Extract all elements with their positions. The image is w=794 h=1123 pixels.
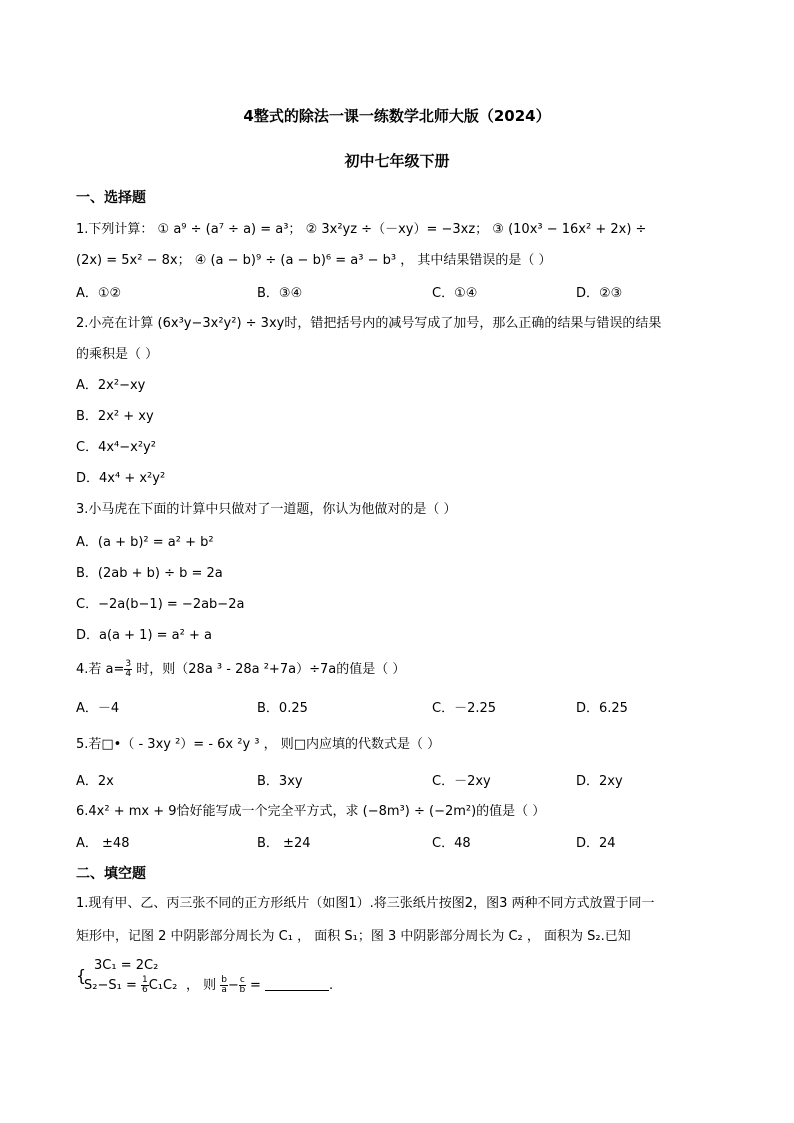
question-4-option-c: C．－2.25 <box>432 701 497 716</box>
question-3-option-a: A．(a + b)² = a² + b² <box>76 535 214 550</box>
fill-question-1-line-2: 矩形中，记图 2 中阴影部分周长为 C₁ ， 面积 S₁；图 3 中阴影部分周长为 C₂ ， 面积为 S₂.已知 <box>76 929 631 944</box>
question-4-option-a: A．－4 <box>76 701 120 716</box>
fill-question-1-line-1: 1.现有甲、乙、丙三张不同的正方形纸片（如图1）.将三张纸片按图2，图3 两种不同方式放置于同一 <box>76 896 655 911</box>
question-2-option-a: A．2x²−xy <box>76 378 146 393</box>
question-3-line-1: 3.小马虎在下面的计算中只做对了一道题，你认为他做对的是（ ） <box>76 502 457 517</box>
fraction-denominator: a <box>221 985 227 995</box>
question-5-option-a: A．2x <box>76 774 114 789</box>
fraction-b-over-a <box>220 976 228 995</box>
document-title: 4整式的除法一课一练数学北师大版（2024） <box>243 107 551 125</box>
equation-row-2-right: C₁C₂ <box>148 978 178 993</box>
question-2-line-2: 的乘积是（ ） <box>76 347 159 362</box>
equation-fraction <box>141 976 149 995</box>
question-1-line-2: (2x) = 5x² − 8x； ④ (a − b)⁹ ÷ (a − b)⁶ = a³ − b³ ， 其中结果错误的是（ ） <box>76 253 552 268</box>
then-text: ， 则 <box>186 978 217 993</box>
fraction-denominator: 6 <box>142 985 148 995</box>
question-1-option-a: A．①② <box>76 286 122 301</box>
fraction-denominator: b <box>239 985 246 995</box>
equation-row-2 <box>84 976 177 995</box>
answer-blank[interactable] <box>265 978 329 991</box>
fraction-denominator: 4 <box>125 669 132 679</box>
question-3-option-c: C．−2a(b−1) = −2ab−2a <box>76 597 245 612</box>
question-4-line-1 <box>76 658 405 679</box>
period-text: . <box>329 978 334 993</box>
question-5-option-d: D．2xy <box>576 774 623 789</box>
document-subtitle: 初中七年级下册 <box>344 152 450 170</box>
equals-sign: = <box>250 978 261 993</box>
brace-symbol: { <box>76 966 87 985</box>
question-6-option-d: D．24 <box>576 836 616 851</box>
question-3-option-d: D．a(a + 1) = a² + a <box>76 628 212 643</box>
question-6-line-1: 6.4x² + mx + 9恰好能写成一个完全平方式，求 (−8m³) ÷ (−2m²)的值是（ ） <box>76 804 546 819</box>
fraction-numerator: c <box>239 975 245 985</box>
fraction-numerator: 1 <box>142 975 148 985</box>
question-1-option-c: C．①④ <box>432 286 478 301</box>
fraction-c-over-b <box>239 976 246 995</box>
question-6-option-c: C．48 <box>432 836 471 851</box>
question-4-suffix: 时，则（28a ³ - 28a ²+7a）÷7a的值是（ ） <box>132 662 406 677</box>
question-6-option-b: B． ±24 <box>257 836 311 851</box>
question-3-option-b: B．(2ab + b) ÷ b = 2a <box>76 566 223 581</box>
question-1-line-1: 1.下列计算： ① a⁹ ÷ (a⁷ ÷ a) = a³； ② 3x²yz ÷（－xy）= −3xz； ③ (10x³ − 16x² + 2x) ÷ <box>76 222 647 237</box>
question-6-option-a: A． ±48 <box>76 836 130 851</box>
equation-row-1: 3C₁ = 2C₂ <box>94 958 159 973</box>
question-5-line-1: 5.若□•（ - 3xy ²）= - 6x ²y ³ ， 则□内应填的代数式是（ ） <box>76 737 441 752</box>
fraction-numerator: b <box>221 975 227 985</box>
fraction-numerator: 3 <box>125 659 132 669</box>
question-4-option-b: B．0.25 <box>257 701 308 716</box>
question-4-fraction <box>124 660 132 679</box>
question-2-line-1: 2.小亮在计算 (6x³y−3x²y²) ÷ 3xy时，错把括号内的减号写成了加号，那么正确的结果与错误的结果 <box>76 316 662 331</box>
question-4-option-d: D．6.25 <box>576 701 628 716</box>
question-1-option-b: B．③④ <box>257 286 303 301</box>
question-5-option-c: C．－2xy <box>432 774 491 789</box>
question-1-option-d: D．②③ <box>576 286 623 301</box>
fill-question-1-answer-line: ， 则 $\frac{b}{a}$ − $\frac{c}{b}$ = . <box>186 975 334 995</box>
question-2-option-d: D．4x⁴ + x²y² <box>76 471 166 486</box>
question-5-option-b: B．3xy <box>257 774 303 789</box>
question-2-option-c: C．4x⁴−x²y² <box>76 440 156 455</box>
section-heading-fill-blank: 二、填空题 <box>76 866 146 882</box>
equation-row-2-left: S₂−S₁ = <box>84 978 137 993</box>
section-heading-choice: 一、选择题 <box>76 190 146 206</box>
question-2-option-b: B．2x² + xy <box>76 409 154 424</box>
question-4-prefix: 4.若 a= <box>76 662 125 677</box>
